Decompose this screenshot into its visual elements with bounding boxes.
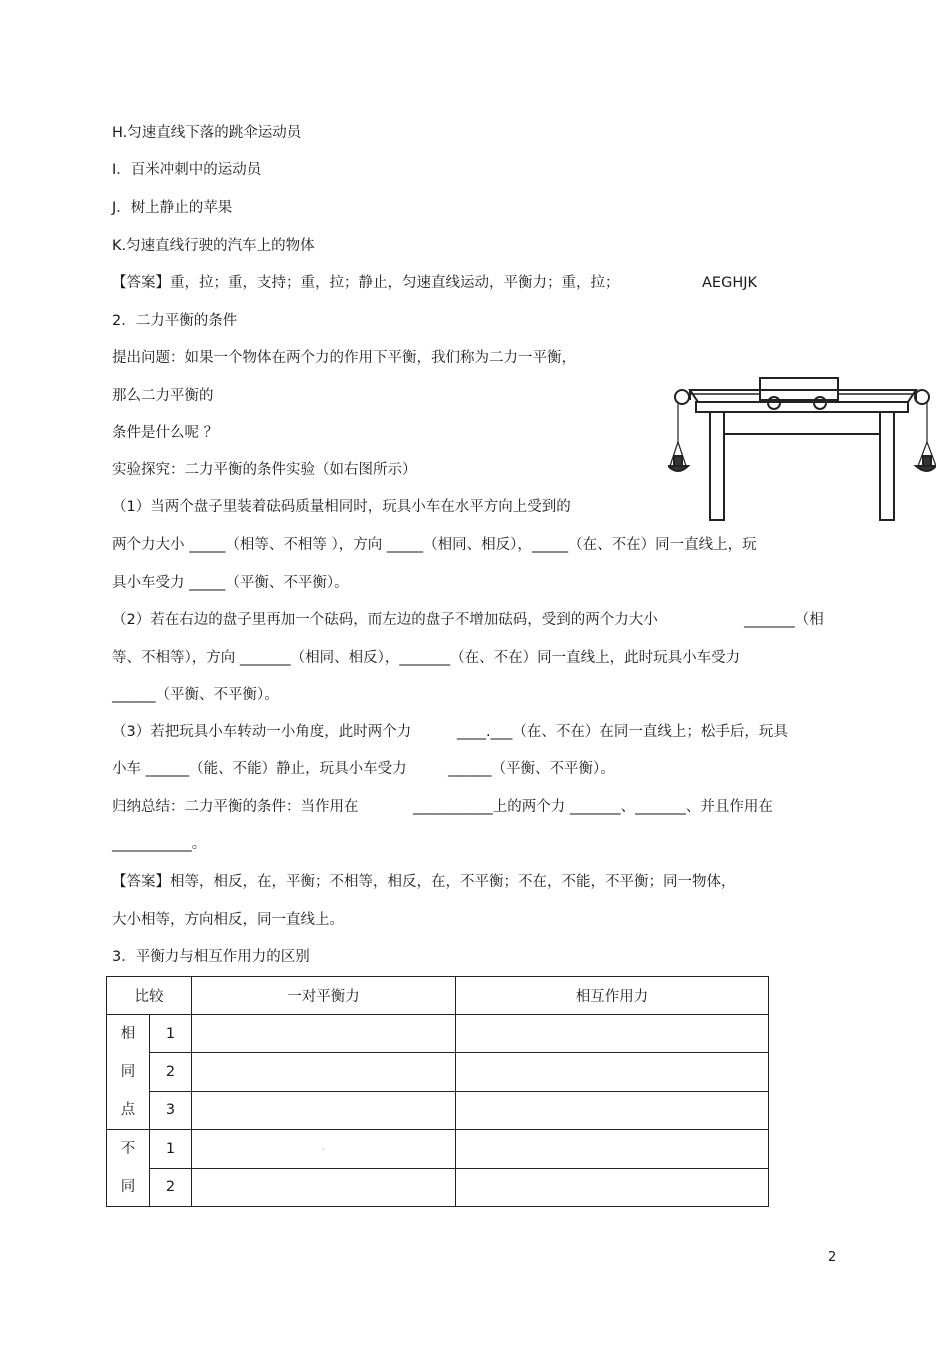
part-2-line-b: 等、不相等），方向 _______（相同、相反），_______（在、不在）同一直线上，此时玩具小车受力 [112,650,741,666]
summary-line-a-blank: ___________上的两个力 _______、_______、并且作用在 [413,799,773,815]
header-balance-force: 一对平衡力 [192,977,456,1015]
header-compare: 比较 [107,977,192,1015]
part-3-line-b: 小车 ______（能、不能）静止，玩具小车受力 [112,761,407,777]
part-3-line-a: （3）若把玩具小车转动一小角度，此时两个力 [112,724,412,740]
summary-line-a: 归纳总结：二力平衡的条件：当作用在 [112,799,359,815]
answer-2-line-a: 【答案】相等，相反，在，平衡；不相等，相反，在，不平衡；不在，不能，不平衡；同一物体， [112,874,736,890]
group-diff [107,1130,150,1207]
table-row [107,1053,769,1091]
table-row [107,1130,769,1169]
cell-balance [192,1053,456,1091]
cell-interaction [456,1091,769,1129]
row-number: 1 [150,1015,192,1053]
part-1-line-a: （1）当两个盘子里装着砝码质量相同时，玩具小车在水平方向上受到的 [112,499,571,515]
table-row [107,1091,769,1129]
cell-interaction [456,1015,769,1053]
cell-balance [192,1091,456,1129]
answer-1: 【答案】重，拉；重，支持；重，拉；静止，匀速直线运动，平衡力；重，拉； [112,275,620,291]
group-diff-label: 不同 [120,1141,136,1195]
table-header-row [107,977,769,1015]
section-2-title: 2．二力平衡的条件 [112,313,238,329]
answer-2-line-b: 大小相等，方向相反，同一直线上。 [112,912,344,928]
row-number: 2 [150,1053,192,1091]
part-2-line-a: （2）若在右边的盘子里再加一个砝码，而左边的盘子不增加砝码，受到的两个力大小 [112,612,658,628]
table-row [107,1015,769,1053]
cell-interaction [456,1053,769,1091]
question-line-1: 提出问题：如果一个物体在两个力的作用下平衡，我们称为二力一平衡， [112,350,576,366]
option-i: I．百米冲刺中的运动员 [112,162,262,178]
option-j: J．树上静止的苹果 [112,200,233,216]
comparison-table [106,976,769,1207]
summary-line-b: ___________。 [112,836,207,852]
table-row [107,1168,769,1207]
part-2-line-c: ______（平衡、不平衡）。 [112,687,279,703]
group-same [107,1015,150,1130]
option-h: H.匀速直线下落的跳伞运动员 [112,125,302,141]
experiment-intro: 实验探究：二力平衡的条件实验（如右图所示） [112,462,417,478]
balance-experiment-figure [668,372,936,524]
section-3-title: 3．平衡力与相互作用力的区别 [112,949,310,965]
question-line-2: 那么二力平衡的 [112,388,214,404]
question-line-3: 条件是什么呢 ？ [112,425,219,441]
cell-interaction [456,1168,769,1207]
row-number: 2 [150,1168,192,1207]
part-1-line-b: 两个力大小 _____（相等、不相等 ），方向 _____（相同、相反），_____（在、不在）同一直线上，玩 [112,537,757,553]
cell-balance [192,1015,456,1053]
cell-interaction [456,1130,769,1169]
row-number: 1 [150,1130,192,1169]
part-3-line-b-blank: ______（平衡、不平衡）。 [448,761,615,777]
option-k: K.匀速直线行驶的汽车上的物体 [112,238,315,254]
header-interaction-force: 相互作用力 [456,977,769,1015]
answer-1-code: AEGHJK [702,275,758,291]
cell-balance [192,1168,456,1207]
part-1-line-c: 具小车受力 _____（平衡、不平衡）。 [112,575,349,591]
stray-mark: " [322,1147,325,1155]
row-number: 3 [150,1091,192,1129]
page-number: 2 [828,1250,837,1265]
part-2-line-a-end: _______（相 [744,612,824,628]
part-3-line-a-blank: ____.___（在、不在）在同一直线上；松手后，玩具 [457,724,788,740]
group-same-label: 相同点 [120,1026,136,1118]
cell-balance [192,1130,456,1169]
